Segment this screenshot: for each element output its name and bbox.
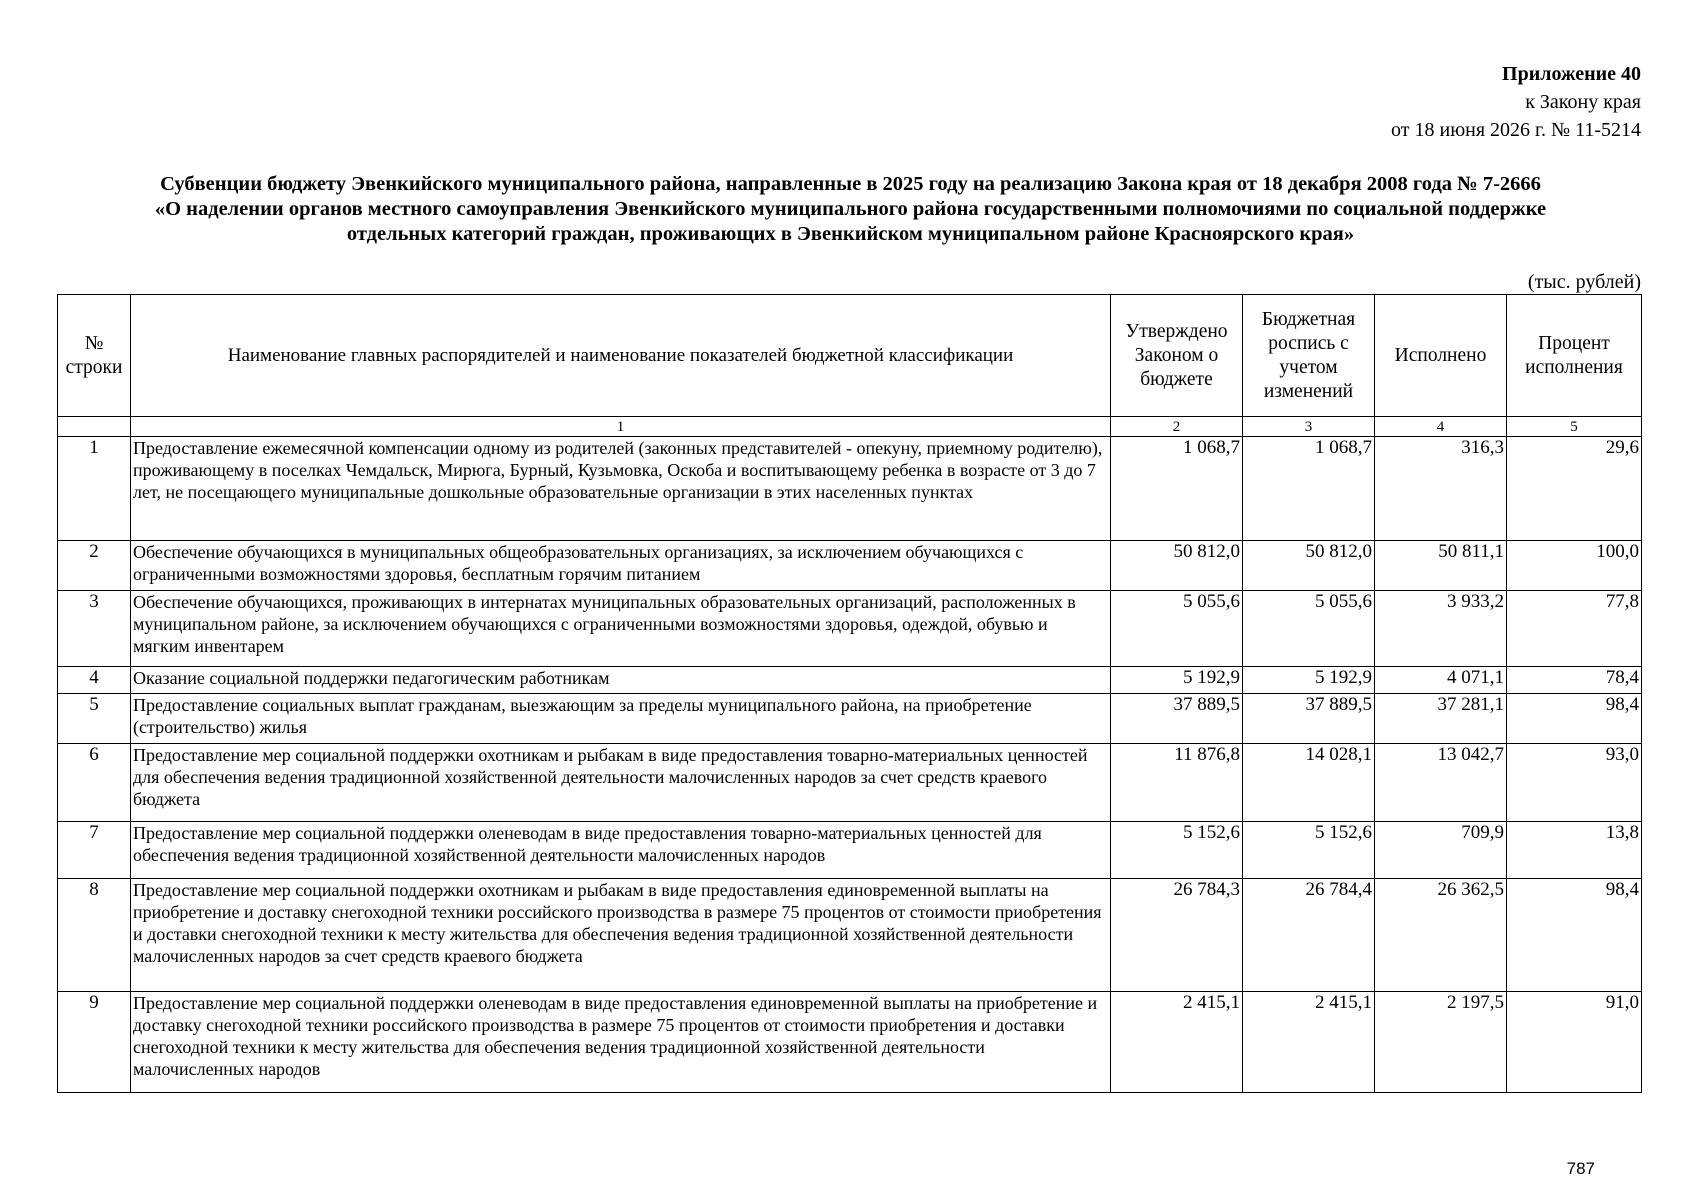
row-schedule: 5 152,6 (1243, 822, 1375, 879)
row-percent: 98,4 (1507, 879, 1642, 992)
row-name: Предоставление мер социальной поддержки оленеводам в виде предоставления единовременной выплаты на приобретение и доставку снегоходной техники российского производства в размере 75 процентов от стоимости приобретения и доставки снегоходной техники к месту жительства для обеспечения ведения традиционной хозяйственной деятельности малочисленных народов (131, 992, 1111, 1093)
row-executed: 4 071,1 (1375, 667, 1507, 694)
column-number-blank (58, 417, 131, 437)
row-approved: 37 889,5 (1111, 694, 1243, 744)
row-percent: 93,0 (1507, 744, 1642, 822)
table-row (58, 822, 1642, 879)
column-number: 2 (1111, 417, 1243, 437)
row-approved: 5 192,9 (1111, 667, 1243, 694)
appendix-law-ref: к Закону края (1525, 91, 1641, 113)
row-number: 3 (58, 591, 131, 667)
row-approved: 1 068,7 (1111, 437, 1243, 541)
column-number: 5 (1507, 417, 1642, 437)
row-name: Обеспечение обучающихся в муниципальных общеобразовательных организациях, за исключением обучающихся с ограниченными возможностями здоровья, бесплатным горячим питанием (131, 541, 1111, 591)
row-executed: 37 281,1 (1375, 694, 1507, 744)
row-schedule: 1 068,7 (1243, 437, 1375, 541)
row-percent: 13,8 (1507, 822, 1642, 879)
row-schedule: 2 415,1 (1243, 992, 1375, 1093)
row-number: 2 (58, 541, 131, 591)
row-schedule: 50 812,0 (1243, 541, 1375, 591)
document-title (60, 172, 1641, 247)
table-row (58, 992, 1642, 1093)
row-approved: 11 876,8 (1111, 744, 1243, 822)
header-schedule: Бюджетная роспись с учетом изменений (1243, 295, 1375, 417)
column-number-row (58, 417, 1642, 437)
row-schedule: 26 784,4 (1243, 879, 1375, 992)
column-number: 4 (1375, 417, 1507, 437)
row-approved: 5 152,6 (1111, 822, 1243, 879)
row-name: Предоставление мер социальной поддержки охотникам и рыбакам в виде предоставления единовременной выплаты на приобретение и доставку снегоходной техники российского производства в размере 75 процентов от стоимости приобретения и доставки снегоходной техники к месту жительства для обеспечения ведения традиционной хозяйственной деятельности малочисленных народов за счет средств краевого бюджета (131, 879, 1111, 992)
units-label: (тыс. рублей) (1527, 271, 1641, 293)
row-number: 8 (58, 879, 131, 992)
table-row (58, 744, 1642, 822)
row-name: Обеспечение обучающихся, проживающих в интернатах муниципальных образовательных организаций, расположенных в муниципальном районе, за исключением обучающихся с ограниченными возможностями здоровья, одеждой, обувью и мягким инвентарем (131, 591, 1111, 667)
header-row-number: № строки (58, 295, 131, 417)
table-row (58, 879, 1642, 992)
row-number: 5 (58, 694, 131, 744)
row-number: 6 (58, 744, 131, 822)
header-percent: Процент исполнения (1507, 295, 1642, 417)
row-percent: 100,0 (1507, 541, 1642, 591)
column-number: 1 (131, 417, 1111, 437)
document-title-line-2: «О наделении органов местного самоуправления Эвенкийского муниципального района государственными полномочиями по социальной поддержке (154, 198, 1547, 220)
appendix-date: от 18 июня 2026 г. № 11-5214 (1391, 119, 1641, 141)
appendix-header (1391, 60, 1641, 144)
column-number: 3 (1243, 417, 1375, 437)
row-name: Предоставление ежемесячной компенсации одному из родителей (законных представителей - опекуну, приемному родителю), проживающему в поселках Чемдальск, Мирюга, Бурный, Кузьмовка, Оскоба и воспитывающему ребенка в возрасте от 3 до 7 лет, не посещающего муниципальные дошкольные образовательные организации в этих населенных пунктах (131, 437, 1111, 541)
row-approved: 50 812,0 (1111, 541, 1243, 591)
row-name: Предоставление мер социальной поддержки охотникам и рыбакам в виде предоставления товарно-материальных ценностей для обеспечения ведения традиционной хозяйственной деятельности малочисленных народов за счет средств краевого бюджета (131, 744, 1111, 822)
row-percent: 91,0 (1507, 992, 1642, 1093)
row-schedule: 37 889,5 (1243, 694, 1375, 744)
table-row (58, 667, 1642, 694)
table-row (58, 541, 1642, 591)
header-name: Наименование главных распорядителей и наименование показателей бюджетной классификации (131, 295, 1111, 417)
row-percent: 77,8 (1507, 591, 1642, 667)
table-header-row (58, 295, 1642, 417)
row-executed: 709,9 (1375, 822, 1507, 879)
row-schedule: 5 055,6 (1243, 591, 1375, 667)
row-executed: 26 362,5 (1375, 879, 1507, 992)
row-name: Предоставление социальных выплат гражданам, выезжающим за пределы муниципального района, на приобретение (строительство) жилья (131, 694, 1111, 744)
header-approved: Утверждено Законом о бюджете (1111, 295, 1243, 417)
row-executed: 316,3 (1375, 437, 1507, 541)
row-approved: 5 055,6 (1111, 591, 1243, 667)
row-number: 4 (58, 667, 131, 694)
row-executed: 50 811,1 (1375, 541, 1507, 591)
table-row (58, 437, 1642, 541)
table-row (58, 591, 1642, 667)
subventions-table (57, 294, 1642, 1093)
row-executed: 3 933,2 (1375, 591, 1507, 667)
row-name: Оказание социальной поддержки педагогическим работникам (131, 667, 1111, 694)
row-executed: 2 197,5 (1375, 992, 1507, 1093)
header-executed: Исполнено (1375, 295, 1507, 417)
row-percent: 29,6 (1507, 437, 1642, 541)
row-percent: 98,4 (1507, 694, 1642, 744)
row-schedule: 14 028,1 (1243, 744, 1375, 822)
page-number: 787 (1566, 1159, 1595, 1178)
document-title-line-1: Субвенции бюджету Эвенкийского муниципального района, направленные в 2025 году на реализацию Закона края от 18 декабря 2008 года № 7-2666 (160, 173, 1541, 195)
document-title-line-3: отдельных категорий граждан, проживающих в Эвенкийском муниципальном районе Красноярского края» (346, 223, 1355, 245)
row-executed: 13 042,7 (1375, 744, 1507, 822)
row-percent: 78,4 (1507, 667, 1642, 694)
row-number: 1 (58, 437, 131, 541)
row-schedule: 5 192,9 (1243, 667, 1375, 694)
row-approved: 2 415,1 (1111, 992, 1243, 1093)
appendix-title: Приложение 40 (1502, 63, 1641, 85)
row-number: 9 (58, 992, 131, 1093)
table-row (58, 694, 1642, 744)
row-number: 7 (58, 822, 131, 879)
row-name: Предоставление мер социальной поддержки оленеводам в виде предоставления товарно-материальных ценностей для обеспечения ведения традиционной хозяйственной деятельности малочисленных народов (131, 822, 1111, 879)
row-approved: 26 784,3 (1111, 879, 1243, 992)
